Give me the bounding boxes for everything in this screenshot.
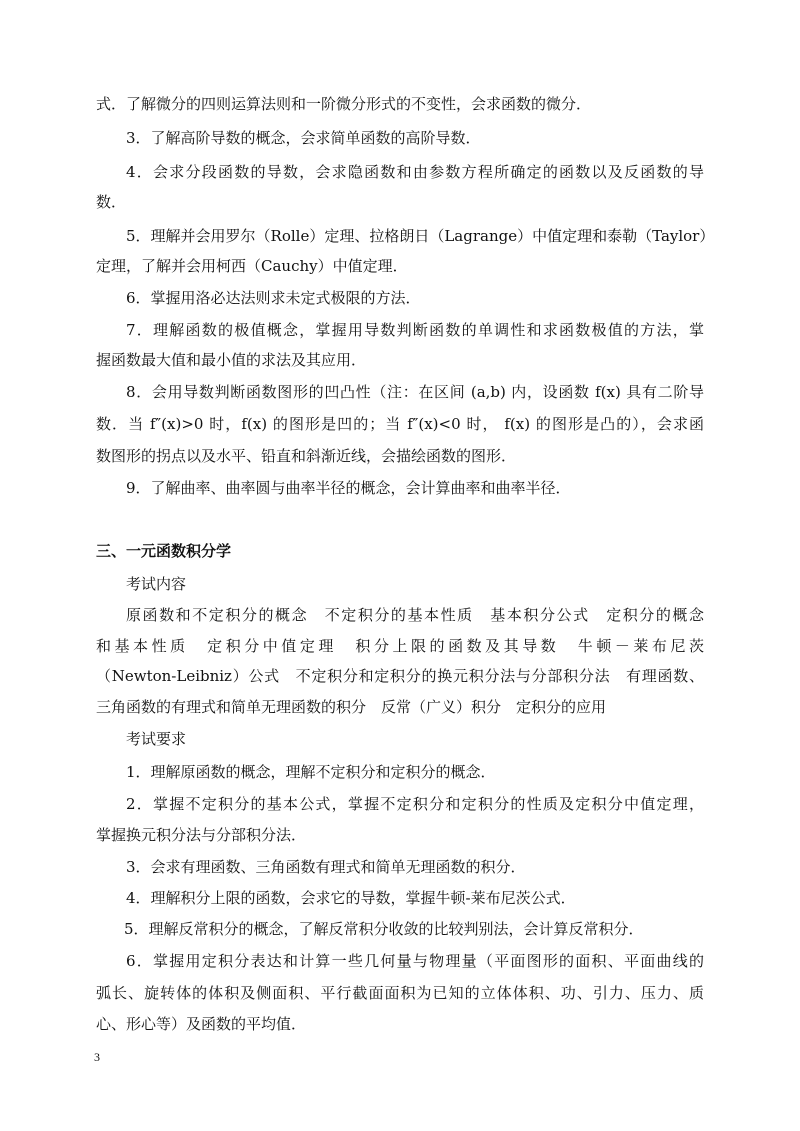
integral-requirement-6-line2: 弧长、旋转体的体积及侧面积、平行截面面积为已知的立体体积、功、引力、压力、质 — [96, 984, 704, 1002]
requirement-item-5-line2: 定理，了解并会用柯西（Cauchy）中值定理． — [96, 257, 408, 275]
requirement-item-5-line1: 5．理解并会用罗尔（Rolle）定理、拉格朗日（Lagrange）中值定理和泰勒（Taylor） — [126, 227, 715, 245]
integral-requirement-6-line3: 心、形心等）及函数的平均值． — [96, 1015, 307, 1033]
requirement-item-8-line3: 数图形的拐点以及水平、铅直和斜渐近线，会描绘函数的图形． — [96, 447, 517, 465]
exam-content-line3: （Newton-Leibniz）公式 不定积分和定积分的换元积分法与分部积分法 有理函数、 — [96, 667, 704, 685]
integral-requirement-6-line1: 6．掌握用定积分表达和计算一些几何量与物理量（平面图形的面积、平面曲线的 — [126, 952, 704, 970]
exam-content-line4: 三角函数的有理式和简单无理函数的积分 反常（广义）积分 定积分的应用 — [96, 698, 607, 716]
section-heading: 三、一元函数积分学 — [96, 542, 232, 560]
requirement-item-7-line1: 7．理解函数的极值概念，掌握用导数判断函数的单调性和求函数极值的方法，掌 — [126, 321, 704, 339]
requirement-item-8-line2: 数．当 f″(x)>0 时，f(x) 的图形是凹的；当 f″(x)<0 时， f(x) 的图形是凸的），会求函 — [96, 415, 704, 433]
requirement-item-4-line2: 数． — [96, 193, 127, 211]
integral-requirement-5: 5．理解反常积分的概念，了解反常积分收敛的比较判别法，会计算反常积分． — [124, 920, 644, 938]
requirement-item-7-line2: 握函数最大值和最小值的求法及其应用． — [96, 351, 367, 369]
integral-requirement-3: 3．会求有理函数、三角函数有理式和简单无理函数的积分． — [126, 858, 526, 876]
requirement-item-3: 3．了解高阶导数的概念，会求简单函数的高阶导数． — [126, 129, 481, 147]
exam-content-line1: 原函数和不定积分的概念 不定积分的基本性质 基本积分公式 定积分的概念 — [126, 606, 704, 624]
page-number: 3 — [94, 1050, 100, 1064]
requirement-item-4-line1: 4．会求分段函数的导数，会求隐函数和由参数方程所确定的函数以及反函数的导 — [126, 163, 704, 181]
requirement-item-6: 6．掌握用洛必达法则求未定式极限的方法． — [126, 289, 421, 307]
exam-content-label: 考试内容 — [126, 575, 187, 593]
integral-requirement-2-line2: 掌握换元积分法与分部积分法． — [96, 826, 307, 844]
integral-requirement-1: 1．理解原函数的概念，理解不定积分和定积分的概念． — [126, 763, 496, 781]
integral-requirement-2-line1: 2．掌握不定积分的基本公式，掌握不定积分和定积分的性质及定积分中值定理， — [126, 795, 704, 813]
integral-requirement-4: 4．理解积分上限的函数，会求它的导数，掌握牛顿-莱布尼茨公式． — [126, 889, 576, 907]
paragraph-line: 式．了解微分的四则运算法则和一阶微分形式的不变性，会求函数的微分． — [96, 95, 592, 113]
requirement-item-8-line1: 8．会用导数判断函数图形的凹凸性（注：在区间 (a,b) 内，设函数 f(x) 具有二阶导 — [126, 383, 704, 401]
exam-requirements-label: 考试要求 — [126, 730, 187, 748]
requirement-item-9: 9．了解曲率、曲率圆与曲率半径的概念，会计算曲率和曲率半径． — [126, 479, 571, 497]
exam-content-line2: 和基本性质 定积分中值定理 积分上限的函数及其导数 牛顿－莱布尼茨 — [96, 637, 704, 655]
